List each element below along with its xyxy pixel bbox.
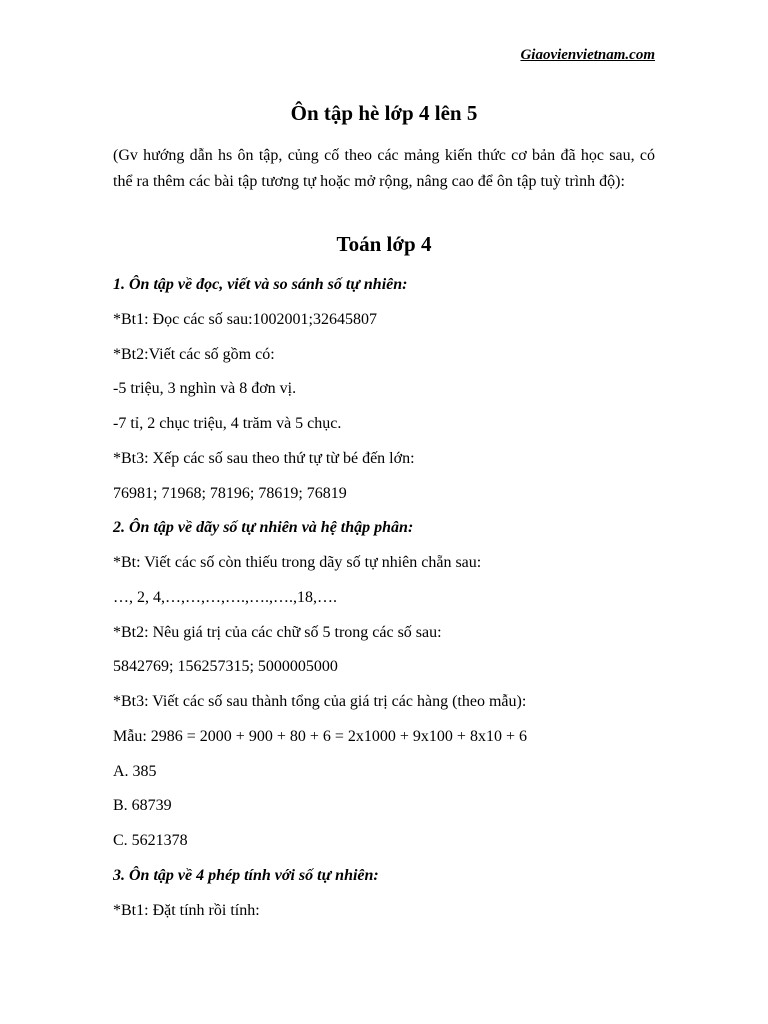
document-page [113,0,655,1024]
exercise-line: -5 triệu, 3 nghìn và 8 đơn vị. [113,380,297,397]
exercise-line: 76981; 71968; 78196; 78619; 76819 [113,485,347,502]
exercise-line: *Bt1: Đặt tính rồi tính: [113,902,260,919]
section-subtitle: Toán lớp 4 [336,232,432,256]
exercise-line: …, 2, 4,…,…,…,….,….,….,18,…. [113,589,337,606]
site-name: Giaovienvietnam.com [520,47,655,63]
exercise-line: *Bt3: Xếp các số sau theo thứ tự từ bé đến lớn: [113,450,415,467]
exercise-line: *Bt3: Viết các số sau thành tổng của giá trị các hàng (theo mẫu): [113,693,527,710]
exercise-line: *Bt2:Viết các số gồm có: [113,346,275,363]
exercise-line: *Bt2: Nêu giá trị của các chữ số 5 trong các số sau: [113,624,442,641]
section-heading-1: 1. Ôn tập về đọc, viết và so sánh số tự nhiên: [113,276,408,293]
document-title: Ôn tập hè lớp 4 lên 5 [290,101,478,125]
section-heading-3: 3. Ôn tập về 4 phép tính với số tự nhiên: [113,867,379,884]
exercise-line: 5842769; 156257315; 5000005000 [113,658,338,675]
intro-paragraph: (Gv hướng dẫn hs ôn tập, củng cố theo các mảng kiến thức cơ bản đã học sau, có thể ra thêm các bài tập tương tự hoặc mở rộng, nâng cao để ôn tập tuỳ trình độ): [113,147,655,190]
exercise-line: C. 5621378 [113,832,188,849]
exercise-line: *Bt1: Đọc các số sau:1002001;32645807 [113,311,377,328]
exercise-line: A. 385 [113,763,157,780]
exercise-line: B. 68739 [113,797,172,814]
exercise-line: -7 tỉ, 2 chục triệu, 4 trăm và 5 chục. [113,415,342,432]
section-heading-2: 2. Ôn tập về dãy số tự nhiên và hệ thập phân: [113,519,414,536]
exercise-line: Mẫu: 2986 = 2000 + 900 + 80 + 6 = 2x1000 + 9x100 + 8x10 + 6 [113,728,527,745]
exercise-line: *Bt: Viết các số còn thiếu trong dãy số tự nhiên chẵn sau: [113,554,482,571]
